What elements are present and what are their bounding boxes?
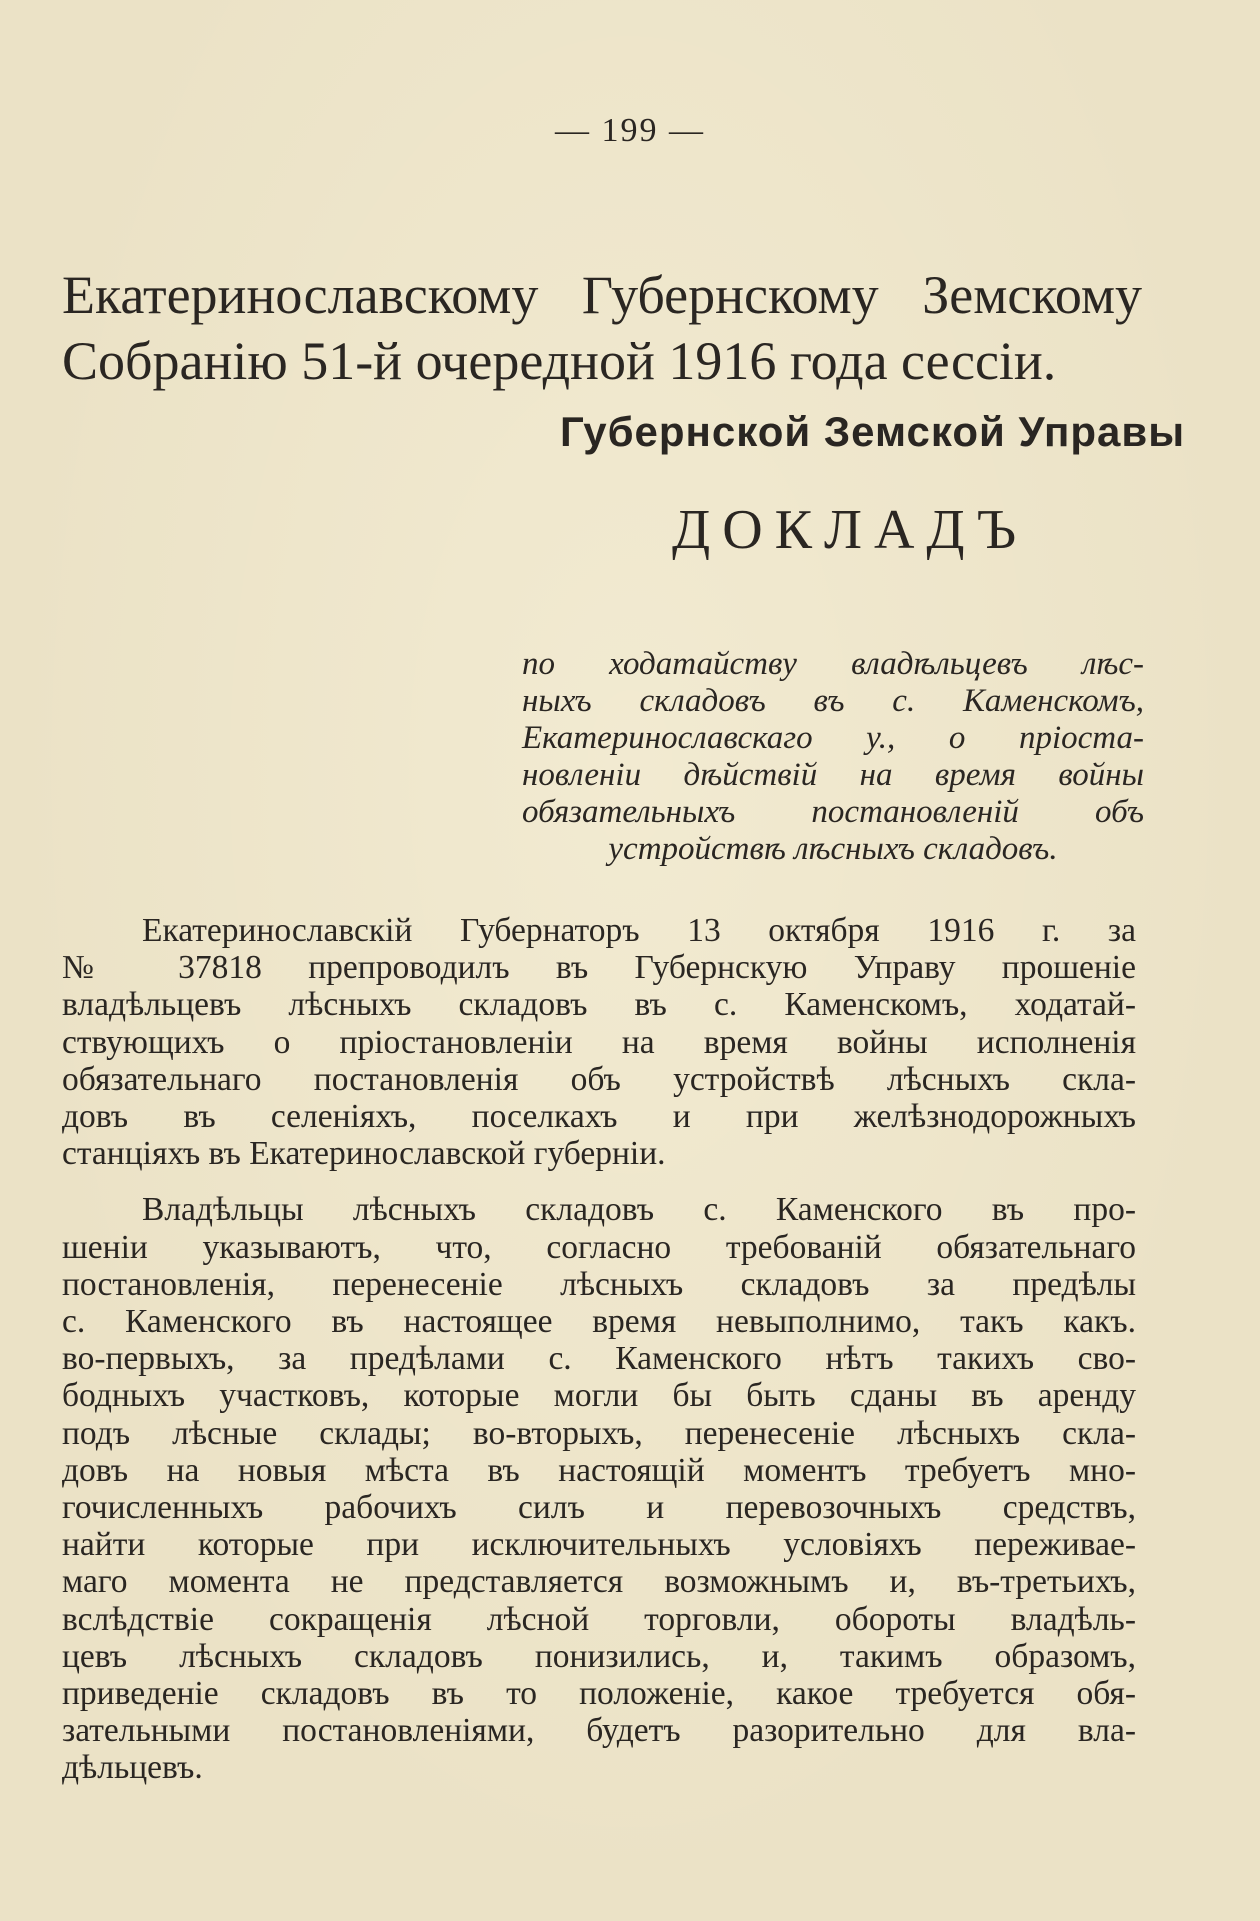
text-line: станціяхъ въ Екатеринославской губерніи. [62, 1135, 666, 1173]
text-line: во-первыхъ, за предѣлами с. Каменского нѣтъ такихъ сво- [62, 1340, 1136, 1378]
text-line: обязательнаго постановленія объ устройствѣ лѣсныхъ скла- [62, 1060, 1136, 1098]
text-line: довъ на новыя мѣста въ настоящій моментъ требуетъ мно- [62, 1451, 1136, 1489]
text-line: № 37818 препроводилъ въ Губернскую Управу прошеніе [62, 949, 1136, 987]
paragraph-2 [62, 1191, 1136, 1786]
title-line-1: Екатеринославскому Губернскому Земскому [62, 265, 1142, 325]
abstract-line: новленіи дѣйствій на время войны [522, 757, 1144, 793]
text-line: Владѣльцы лѣсныхъ складовъ с. Каменского въ про- [142, 1191, 1136, 1229]
abstract-block [522, 646, 1144, 868]
text-line: гочисленныхъ рабочихъ силъ и перевозочныхъ средствъ, [62, 1489, 1136, 1527]
text-line: приведеніе складовъ въ то положеніе, какое требуется обя- [62, 1675, 1136, 1713]
document-title [62, 262, 1142, 394]
body-text [62, 912, 1136, 1806]
text-line: подъ лѣсные склады; во-вторыхъ, перенесеніе лѣсныхъ скла- [62, 1414, 1136, 1452]
title-line-2: Собранію 51-й очередной 1916 года сессіи. [62, 331, 1057, 391]
abstract-line: устройствѣ лѣсныхъ складовъ. [608, 831, 1058, 867]
document-heading: ДОКЛАДЪ [672, 499, 1029, 561]
text-line: довъ въ селеніяхъ, поселкахъ и при желѣзнодорожныхъ [62, 1098, 1136, 1136]
text-line: дѣльцевъ. [62, 1749, 203, 1787]
text-line: цевъ лѣсныхъ складовъ понизились, и, такимъ образомъ, [62, 1637, 1136, 1675]
text-line: Екатеринославскій Губернаторъ 13 октября 1916 г. за [142, 912, 1136, 949]
text-line: зательными постановленіями, будетъ разорительно для вла- [62, 1712, 1136, 1750]
text-line: бодныхъ участковъ, которые могли бы быть сданы въ аренду [62, 1377, 1136, 1415]
text-line: владѣльцевъ лѣсныхъ складовъ въ с. Каменскомъ, ходатай- [62, 986, 1136, 1024]
text-line: вслѣдствіе сокращенія лѣсной торговли, обороты владѣль- [62, 1600, 1136, 1638]
document-subtitle: Губернской Земской Управы [560, 408, 1186, 455]
text-line: маго момента не представляется возможнымъ и, въ-третьихъ, [62, 1563, 1136, 1601]
paragraph-1 [62, 912, 1136, 1172]
text-line: найти которые при исключительныхъ условіяхъ переживае- [62, 1526, 1136, 1564]
page-number: — 199 — [555, 112, 705, 149]
text-line: шеніи указываютъ, что, согласно требованій обязательнаго [62, 1228, 1136, 1266]
text-line: постановленія, перенесеніе лѣсныхъ складовъ за предѣлы [62, 1265, 1136, 1303]
abstract-line: обязательныхъ постановленій объ [522, 794, 1144, 830]
text-line: с. Каменского въ настоящее время невыполнимо, такъ какъ. [62, 1303, 1136, 1341]
abstract-line: ныхъ складовъ въ с. Каменскомъ, [522, 683, 1144, 719]
abstract-line: по ходатайству владѣльцевъ лѣс- [522, 646, 1144, 682]
text-line: ствующихъ о пріостановленіи на время войны исполненія [62, 1023, 1136, 1061]
abstract-line: Екатеринославскаго у., о пріоста- [522, 720, 1144, 756]
